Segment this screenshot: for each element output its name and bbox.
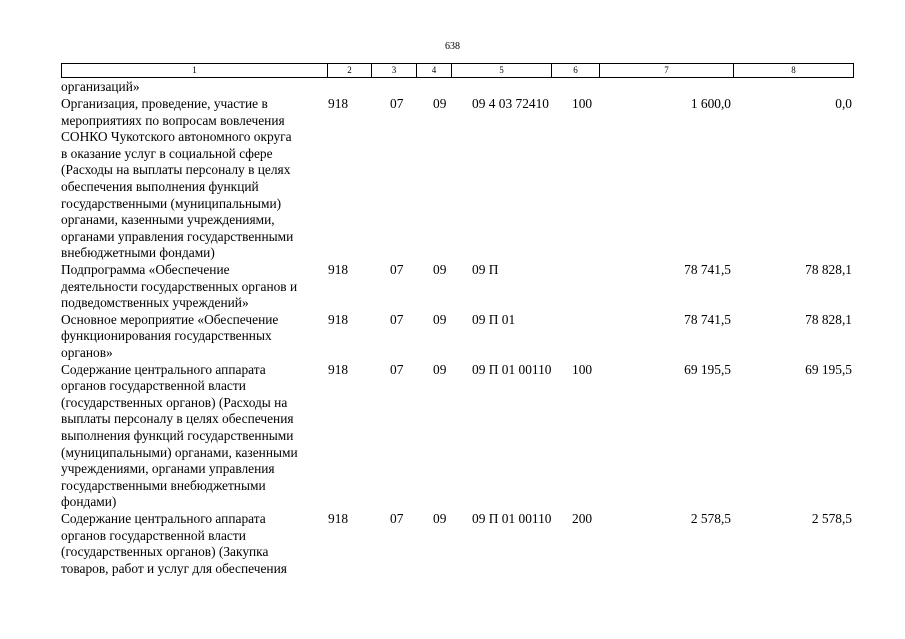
description-line: функционирования государственных: [61, 328, 272, 344]
amount-year1-cell: 69 195,5: [684, 361, 731, 377]
ministry-code-cell: 918: [328, 96, 349, 111]
column-header: 6: [552, 64, 600, 78]
column-header: 8: [734, 64, 854, 78]
expense-type-cell: 100: [572, 96, 593, 111]
description-line: учреждениями, органами управления: [61, 461, 275, 477]
description-line: обеспечения выполнения функций: [61, 178, 259, 194]
description-line: товаров, работ и услуг для обеспечения: [61, 560, 287, 576]
row-description: [61, 362, 331, 511]
amount-year2-cell: 2 578,5: [811, 511, 852, 526]
description-line: органов государственной власти: [61, 378, 246, 394]
section-cell: 07: [390, 311, 404, 327]
row-description: [61, 262, 331, 312]
description-line: подведомственных учреждений»: [61, 295, 249, 311]
continuation-text: организаций»: [61, 79, 140, 94]
amount-year1-cell: 78 741,5: [684, 311, 731, 327]
description-line: органов»: [61, 344, 113, 360]
subsection-cell: 09: [433, 511, 447, 526]
target-article-cell: 09 4 03 72410: [472, 96, 549, 111]
subsection-cell: 09: [433, 262, 447, 277]
column-header: 2: [328, 64, 372, 78]
expense-type-cell: 100: [572, 361, 593, 377]
description-line: Основное мероприятие «Обеспечение: [61, 311, 279, 327]
subsection-cell: 09: [433, 361, 447, 377]
description-line: выплаты персоналу в целях обеспечения: [61, 411, 294, 427]
amount-year2-cell: 78 828,1: [805, 311, 852, 327]
description-line: выполнения функций государственными: [61, 427, 294, 443]
column-header: 5: [452, 64, 552, 78]
description-line: органами, казенными учреждениями,: [61, 212, 275, 228]
description-line: Подпрограмма «Обеспечение: [61, 262, 230, 277]
subsection-cell: 09: [433, 311, 447, 327]
section-cell: 07: [390, 96, 404, 111]
page-number: 638: [445, 41, 460, 52]
description-line: Содержание центрального аппарата: [61, 511, 266, 526]
ministry-code-cell: 918: [328, 511, 349, 526]
target-article-cell: 09 П: [472, 262, 499, 277]
amount-year2-cell: 69 195,5: [805, 361, 852, 377]
target-article-cell: 09 П 01 00110: [472, 511, 552, 526]
ministry-code-cell: 918: [328, 262, 349, 277]
description-line: органами управления государственными: [61, 228, 294, 244]
amount-year1-cell: 2 578,5: [690, 511, 731, 526]
description-line: внебюджетными фондами): [61, 245, 215, 261]
column-header: 3: [372, 64, 417, 78]
row-description: [61, 96, 331, 262]
description-line: органов государственной власти: [61, 527, 246, 543]
amount-year1-cell: 1 600,0: [690, 96, 731, 111]
description-line: (Расходы на выплаты персоналу в целях: [61, 162, 291, 178]
column-header: 4: [417, 64, 452, 78]
amount-year1-cell: 78 741,5: [684, 262, 731, 277]
column-header: 1: [62, 64, 328, 78]
description-line: мероприятиях по вопросам вовлечения: [61, 112, 285, 128]
amount-year2-cell: 78 828,1: [805, 262, 852, 277]
description-line: (государственных органов) (Закупка: [61, 544, 269, 560]
description-line: деятельности государственных органов и: [61, 278, 298, 294]
description-line: (государственных органов) (Расходы на: [61, 394, 288, 410]
section-cell: 07: [390, 361, 404, 377]
ministry-code-cell: 918: [328, 361, 349, 377]
column-header: 7: [600, 64, 734, 78]
description-line: фондами): [61, 494, 117, 510]
column-header-table: [61, 63, 854, 78]
target-article-cell: 09 П 01 00110: [472, 361, 552, 377]
row-description: [61, 511, 331, 577]
description-line: СОНКО Чукотского автономного округа: [61, 129, 292, 145]
description-line: Организация, проведение, участие в: [61, 96, 268, 111]
subsection-cell: 09: [433, 96, 447, 111]
row-description: [61, 312, 331, 362]
ministry-code-cell: 918: [328, 311, 349, 327]
description-line: в оказание услуг в социальной сфере: [61, 145, 273, 161]
description-line: государственными (муниципальными): [61, 195, 282, 211]
section-cell: 07: [390, 262, 404, 277]
target-article-cell: 09 П 01: [472, 311, 516, 327]
section-cell: 07: [390, 511, 404, 526]
amount-year2-cell: 0,0: [835, 96, 852, 111]
description-line: (муниципальными) органами, казенными: [61, 444, 298, 460]
expense-type-cell: 200: [572, 511, 593, 526]
description-line: Содержание центрального аппарата: [61, 361, 266, 377]
description-line: государственными внебюджетными: [61, 477, 266, 493]
